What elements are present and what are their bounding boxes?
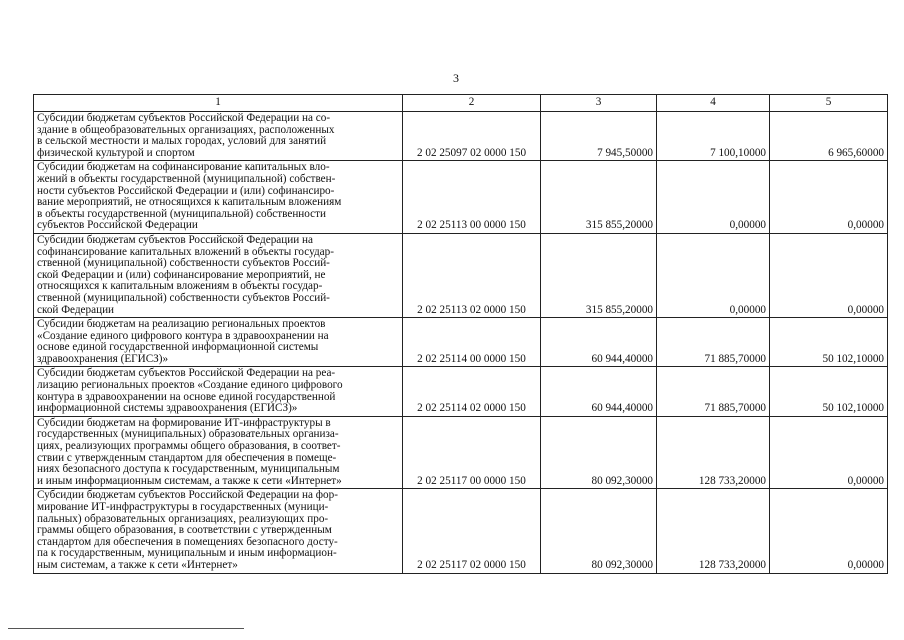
page-number: 3 xyxy=(453,71,459,85)
row-budget-code: 2 02 25114 02 0000 150 xyxy=(403,367,541,416)
row-value-col4: 128 733,20000 xyxy=(657,489,770,573)
row-value-col5: 50 102,10000 xyxy=(770,367,888,416)
table-row xyxy=(34,367,888,416)
row-value-col5: 0,00000 xyxy=(770,161,888,234)
row-description: Субсидии бюджетам на реализацию региональных проектов «Создание единого цифрового контура в здравоохранении на основе единой государственной информационной системы здравоохранения (ЕГИСЗ)» xyxy=(34,318,403,367)
row-budget-code: 2 02 25117 02 0000 150 xyxy=(403,489,541,573)
table-header-row xyxy=(34,95,888,112)
row-budget-code: 2 02 25117 00 0000 150 xyxy=(403,416,541,489)
row-budget-code: 2 02 25113 00 0000 150 xyxy=(403,161,541,234)
row-budget-code: 2 02 25113 02 0000 150 xyxy=(403,233,541,317)
row-value-col5: 6 965,60000 xyxy=(770,112,888,161)
column-header-1: 1 xyxy=(34,95,403,112)
row-value-col4: 0,00000 xyxy=(657,233,770,317)
row-budget-code: 2 02 25097 02 0000 150 xyxy=(403,112,541,161)
row-value-col3: 7 945,50000 xyxy=(541,112,657,161)
row-value-col3: 315 855,20000 xyxy=(541,233,657,317)
column-header-3: 3 xyxy=(541,95,657,112)
row-value-col4: 71 885,70000 xyxy=(657,318,770,367)
row-description: Субсидии бюджетам субъектов Российской Федерации на реа- лизацию региональных проектов «Создание единого цифрового контура в здравоохранении на основе единой государственной информационной системы здравоохранения (ЕГИСЗ)» xyxy=(34,367,403,416)
table-row xyxy=(34,161,888,234)
column-header-4: 4 xyxy=(657,95,770,112)
table-row xyxy=(34,416,888,489)
row-value-col4: 71 885,70000 xyxy=(657,367,770,416)
row-value-col3: 60 944,40000 xyxy=(541,318,657,367)
row-budget-code: 2 02 25114 00 0000 150 xyxy=(403,318,541,367)
row-value-col4: 128 733,20000 xyxy=(657,416,770,489)
footnote-separator-line xyxy=(8,628,244,629)
row-value-col3: 315 855,20000 xyxy=(541,161,657,234)
row-value-col3: 60 944,40000 xyxy=(541,367,657,416)
table-row xyxy=(34,233,888,317)
row-description: Субсидии бюджетам субъектов Российской Федерации на софинансирование капитальных вложений в объекты государ- ственной (муниципальной) собственности субъектов Россий- ской Федерации и (или) софинансирование мероприятий, не относящихся к капитальным вложениям в объекты государ- ственной (муниципальной) собственности субъектов Россий- ской Федерации xyxy=(34,233,403,317)
row-value-col5: 0,00000 xyxy=(770,233,888,317)
column-header-5: 5 xyxy=(770,95,888,112)
table-row xyxy=(34,489,888,573)
row-description: Субсидии бюджетам на формирование ИТ-инфраструктуры в государственных (муниципальных) образовательных организа- циях, реализующих программы общего образования, в соответ- ствии с утвержденным стандартом для обеспечения в помеще- ниях безопасного доступа к государственным, муниципальным и иным информационным системам, а также к сети «Интернет» xyxy=(34,416,403,489)
table-row xyxy=(34,112,888,161)
row-value-col5: 0,00000 xyxy=(770,489,888,573)
column-header-2: 2 xyxy=(403,95,541,112)
row-description: Субсидии бюджетам субъектов Российской Федерации на со- здание в общеобразовательных организациях, расположенных в сельской местности и малых городах, условий для занятий физической культурой и спортом xyxy=(34,112,403,161)
table-row xyxy=(34,318,888,367)
row-value-col5: 50 102,10000 xyxy=(770,318,888,367)
row-value-col5: 0,00000 xyxy=(770,416,888,489)
row-description: Субсидии бюджетам субъектов Российской Федерации на фор- мирование ИТ-инфраструктуры в государственных (муници- пальных) образовательных организациях, реализующих про- граммы общего образования, в соответствии с утвержденным стандартом для обеспечения в помещениях безопасного досту- па к государственным, муниципальным и иным информацион- ным системам, а также к сети «Интернет» xyxy=(34,489,403,573)
row-description: Субсидии бюджетам на софинансирование капитальных вло- жений в объекты государственной (муниципальной) собствен- ности субъектов Российской Федерации и (или) софинансиро- вание мероприятий, не относящихся к капитальным вложениям в объекты государственной (муниципальной) собственности субъектов Российской Федерации xyxy=(34,161,403,234)
row-value-col4: 7 100,10000 xyxy=(657,112,770,161)
row-value-col3: 80 092,30000 xyxy=(541,489,657,573)
row-value-col4: 0,00000 xyxy=(657,161,770,234)
budget-revenue-table xyxy=(33,94,888,574)
row-value-col3: 80 092,30000 xyxy=(541,416,657,489)
